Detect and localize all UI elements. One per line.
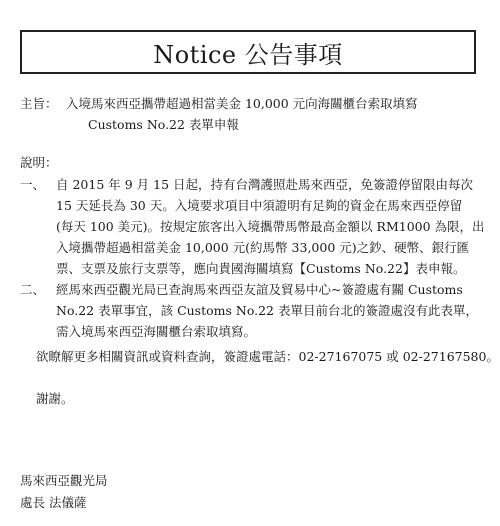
subject-line-2: Customs No.22 表單申報: [88, 117, 239, 132]
notice-title: Notice 公告事項: [20, 30, 476, 74]
item-line: 需入境馬來西亞海關櫃台索取填寫。: [56, 324, 257, 339]
item-body: [56, 279, 480, 342]
item-line: 自 2015 年 9 月 15 日起，持有台灣護照赴馬來西亞，免簽證停留限由每次: [56, 177, 474, 192]
item-line: 15 天延長為 30 天。入境要求項目中須證明有足夠的資金在馬來西亞停留: [56, 198, 463, 213]
item-line: 票、支票及旅行支票等，應向貴國海關填寫【Customs No.22】表申報。: [56, 261, 466, 276]
item-body: [56, 174, 485, 279]
subject-label: 主旨：: [20, 96, 58, 111]
item-line: 經馬來西亞觀光局已查詢馬來西亞友誼及貿易中心~簽證處有關 Customs: [56, 282, 463, 297]
item-number: 二、: [20, 282, 46, 297]
item-number: 一、: [20, 177, 46, 192]
thanks-text: 謝謝。: [36, 391, 74, 406]
list-item-1: [20, 174, 485, 279]
subject-line-1: 入境馬來西亞攜帶超過相當美金 10,000 元向海關櫃台索取填寫: [66, 96, 418, 111]
item-line: (每天 100 美元)。按規定旅客出入境攜帶馬幣最高金額以 RM1000 為限，出: [56, 219, 485, 234]
inquiry-text: 欲瞭解更多相關資訊或資料查詢，簽證處電話：02-27167075 或 02-27167580。: [36, 349, 499, 364]
item-line: No.22 表單事宜，該 Customs No.22 表單目前台北的簽證處沒有此表單，: [56, 303, 478, 318]
signature-person: 處長 法儀薩: [20, 495, 87, 510]
signature-org: 馬來西亞觀光局: [20, 473, 108, 488]
explanation-label: 說明：: [20, 155, 58, 170]
list-item-2: [20, 279, 480, 342]
signature-block: [20, 470, 108, 514]
item-line: 入境攜帶超過相當美金 10,000 元(約馬幣 33,000 元)之鈔、硬幣、銀行匯: [56, 240, 470, 255]
explanation-list: [20, 174, 485, 342]
